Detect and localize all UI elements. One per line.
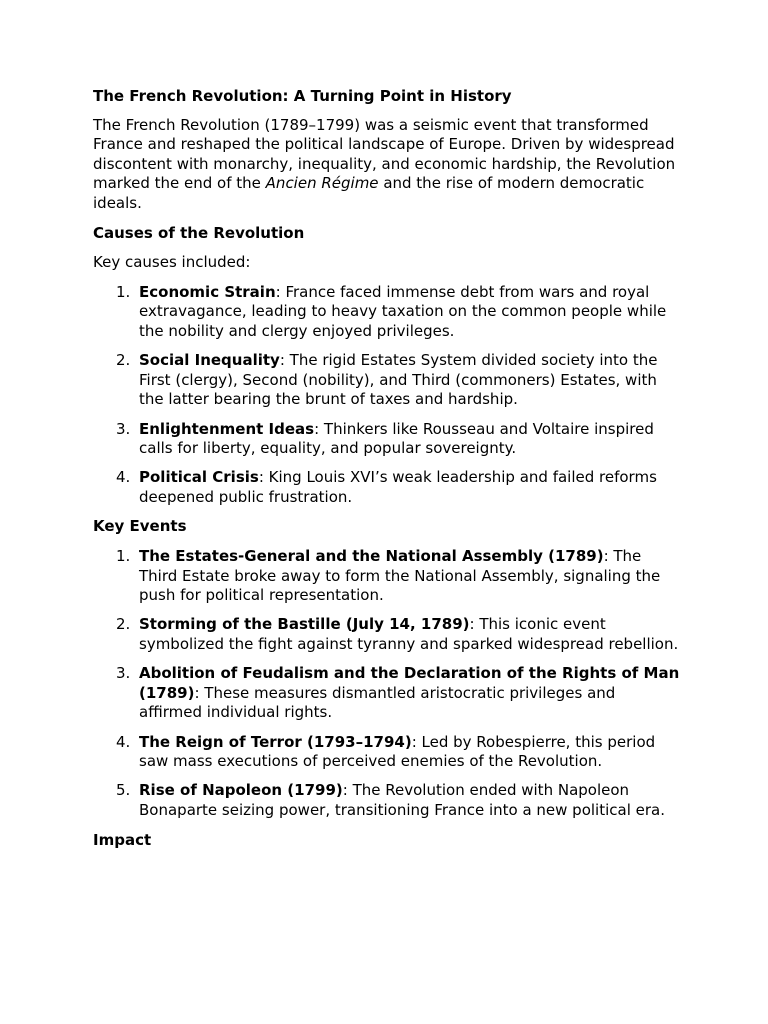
events-list — [93, 547, 683, 821]
list-number: 1. — [116, 547, 131, 566]
impact-heading: Impact — [93, 830, 152, 849]
list-text: : France faced immense debt from wars and royal extravagance, leading to heavy taxation on the common people while the nobility and clergy enjoyed privileges. — [139, 282, 667, 340]
list-number: 5. — [116, 781, 131, 800]
intro-text-start: The French Revolution (1789–1799) was a seismic event that transformed France and reshaped the political landscape of Europe. Driven by widespread discontent with monarchy, inequality, and economic hardship, the Revolution marked the end of the — [93, 115, 676, 193]
events-heading: Key Events — [93, 517, 187, 536]
list-number: 4. — [116, 468, 131, 487]
list-number: 3. — [116, 664, 131, 683]
list-text: : The Third Estate broke away to form the National Assembly, signaling the push for political representation. — [139, 547, 661, 605]
list-term: Abolition of Feudalism and the Declaration of the Rights of Man (1789) — [139, 664, 680, 702]
document-title: The French Revolution: A Turning Point in History — [93, 87, 512, 105]
list-item — [93, 351, 683, 410]
list-text: : This iconic event symbolized the fight against tyranny and sparked widespread rebellion. — [139, 615, 679, 654]
list-item — [93, 664, 683, 723]
intro-paragraph — [93, 116, 683, 214]
list-term: Social Inequality — [139, 351, 280, 370]
list-item — [93, 615, 683, 654]
list-text: : These measures dismantled aristocratic privileges and affirmed individual rights. — [139, 683, 616, 722]
list-number: 2. — [116, 615, 131, 634]
list-number: 4. — [116, 732, 131, 751]
list-text: : The rigid Estates System divided society into the First (clergy), Second (nobility), and Third (commoners) Estates, with the latter bearing the brunt of taxes and hardship. — [139, 351, 658, 409]
list-text: : Thinkers like Rousseau and Voltaire inspired calls for liberty, equality, and popular sovereignty. — [139, 419, 654, 458]
causes-list — [93, 283, 683, 508]
list-text: : King Louis XVI’s weak leadership and failed reforms deepened public frustration. — [139, 468, 657, 506]
causes-heading: Causes of the Revolution — [93, 223, 305, 242]
list-item — [93, 468, 683, 507]
intro-text-end: and the rise of modern democratic ideals. — [93, 174, 645, 212]
list-term: The Estates-General and the National Assembly (1789) — [139, 547, 604, 566]
list-item — [93, 781, 683, 820]
list-term: Political Crisis — [139, 468, 259, 487]
list-text: : The Revolution ended with Napoleon Bonaparte seizing power, transitioning France into a new political era. — [139, 781, 665, 819]
list-number: 1. — [116, 282, 131, 301]
list-item — [93, 283, 683, 342]
intro-italic-term: Ancien Régime — [265, 174, 379, 193]
document-page — [93, 87, 683, 860]
list-term: Enlightenment Ideas — [139, 419, 315, 438]
list-text: : Led by Robespierre, this period saw mass executions of perceived enemies of the Revolution. — [139, 732, 656, 771]
list-number: 2. — [116, 351, 131, 370]
list-item — [93, 420, 683, 459]
list-term: Rise of Napoleon (1799) — [139, 781, 343, 800]
list-term: Economic Strain — [139, 282, 276, 301]
list-term: Storming of the Bastille (July 14, 1789) — [139, 615, 470, 634]
list-item — [93, 547, 683, 606]
list-number: 3. — [116, 419, 131, 438]
causes-lead: Key causes included: — [93, 253, 251, 272]
list-item — [93, 733, 683, 772]
list-term: The Reign of Terror (1793–1794) — [139, 732, 412, 751]
